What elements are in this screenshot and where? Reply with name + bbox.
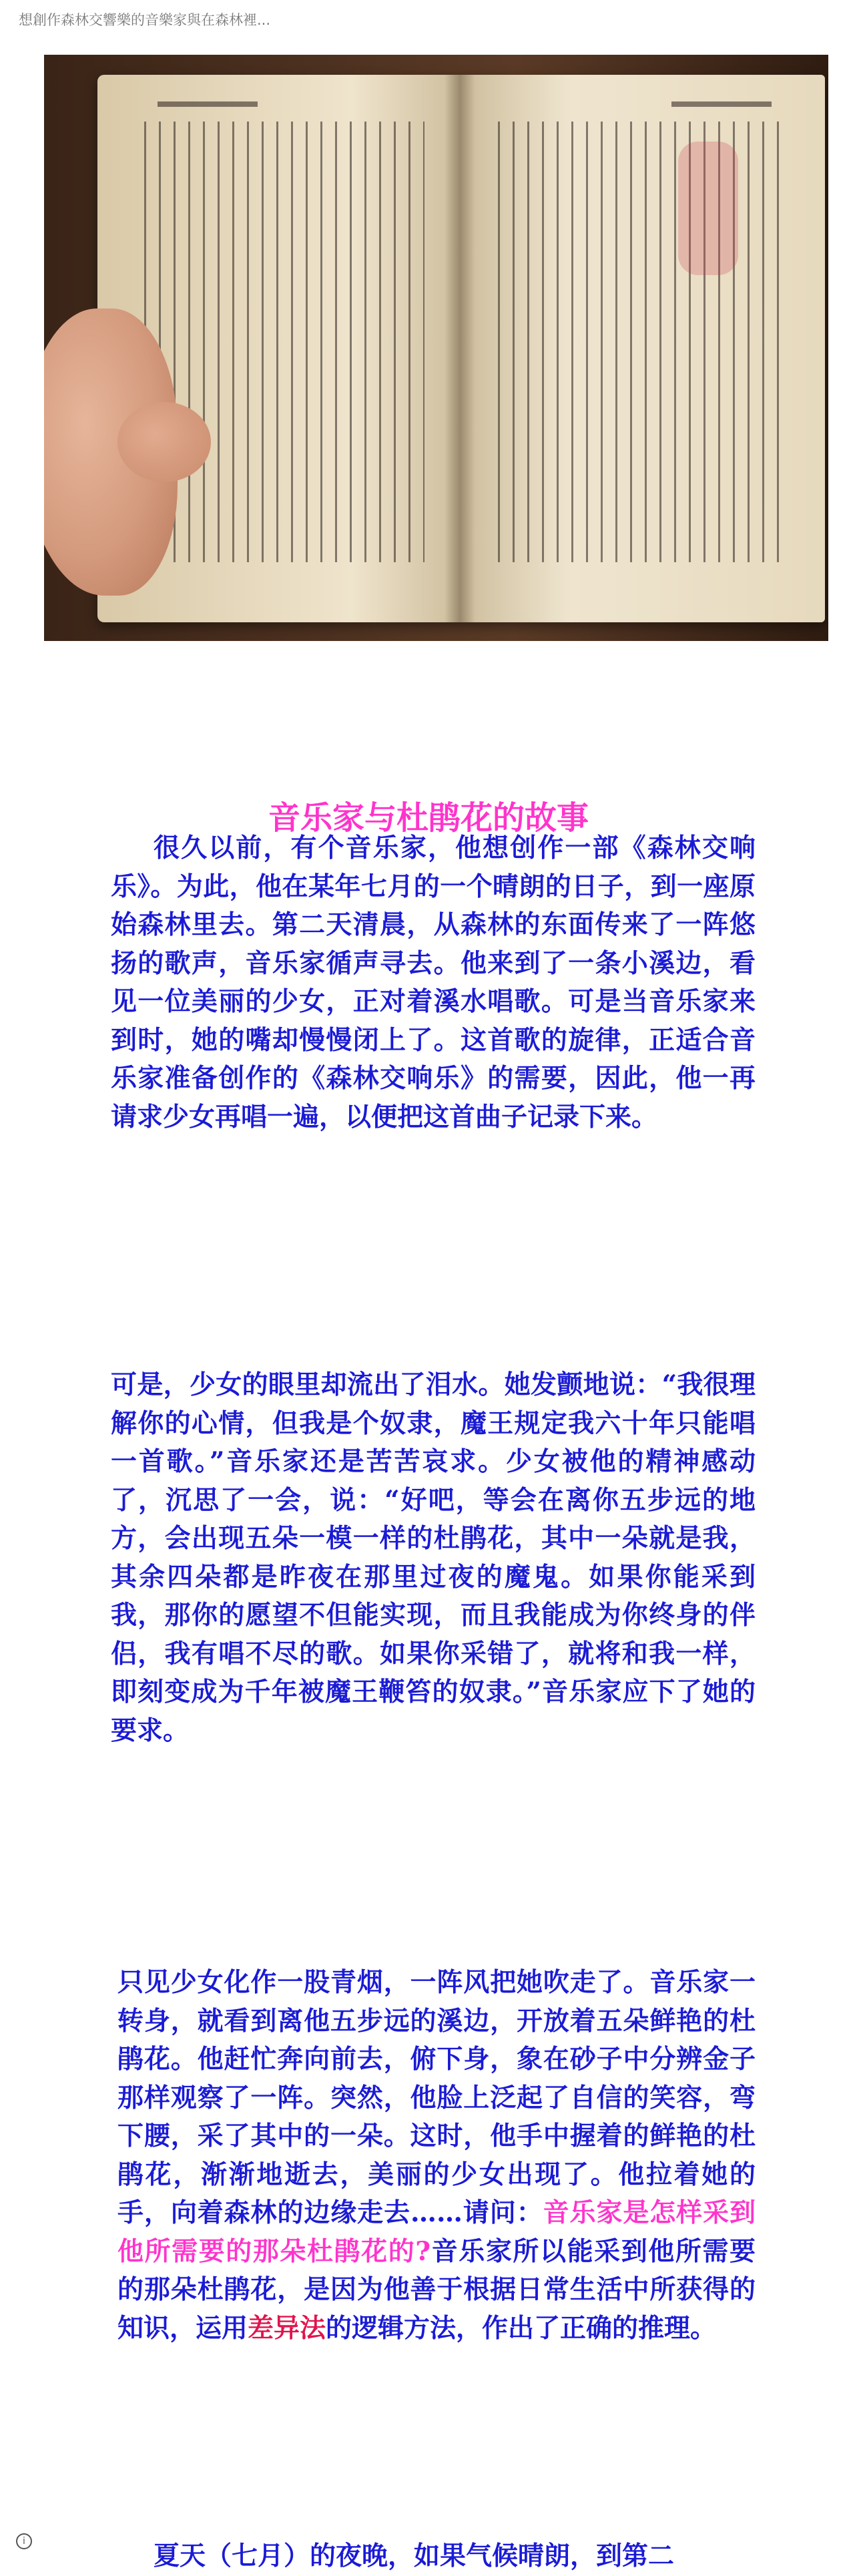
story-paragraph-4: 夏天（七月）的夜晚，如果气候晴朗，到第二 bbox=[154, 2541, 675, 2571]
story-heading: 音乐家与杜鹃花的故事 bbox=[268, 799, 589, 837]
method-term-highlight: 差异法 bbox=[248, 2312, 326, 2344]
question-highlight: 音乐家是怎样采到他所需要的那朵杜鹃花的? bbox=[117, 2197, 756, 2267]
book-gutter bbox=[445, 75, 475, 622]
red-stamp-mark bbox=[678, 142, 738, 275]
book-left-page-header bbox=[158, 101, 258, 107]
open-book bbox=[97, 75, 825, 622]
story-paragraph-3 bbox=[117, 1964, 756, 2348]
paragraph-3-text-3: 的逻辑方法，作出了正确的推理。 bbox=[326, 2312, 717, 2344]
page-title: 想創作森林交響樂的音樂家與在森林裡... bbox=[19, 12, 271, 28]
info-icon[interactable]: i bbox=[16, 2533, 32, 2549]
book-left-page-text bbox=[144, 122, 424, 562]
story-paragraph-1: 很久以前，有个音乐家，他想创作一部《森林交响乐》。为此，他在某年七月的一个晴朗的日子，到一座原始森林里去。第二天清晨，从森林的东面传来了一阵悠扬的歌声，音乐家循声寻去。他来到了一条小溪边，看见一位美丽的少女，正对着溪水唱歌。可是当音乐家来到时，她的嘴却慢慢闭上了。这首歌的旋律，正适合音乐家准备创作的《森林交响乐》的需要，因此，他一再请求少女再唱一遍，以便把这首曲子记录下来。 bbox=[111, 833, 756, 1132]
book-right-page-text bbox=[498, 122, 792, 562]
paragraph-3-text-1: 只见少女化作一股青烟，一阵风把她吹走了。音乐家一转身，就看到离他五步远的溪边，开放着五朵鲜艳的杜鹃花。他赶忙奔向前去，俯下身，象在砂子中分辨金子那样观察了一阵。突然，他脸上泛起了自信的笑容，弯下腰，采了其中的一朵。这时，他手中握着的鲜艳的杜鹃花，渐渐地逝去，美丽的少女出现了。他拉着她的手，向着森林的边缘走去……请问： bbox=[117, 1967, 756, 2228]
book-right-page-header bbox=[671, 101, 772, 107]
thumb bbox=[117, 402, 211, 482]
paragraph-3-text-2: 音乐家所以能采到他所需要的那朵杜鹃花，是因为他善于根据日常生活中所获得的知识，运用 bbox=[117, 2235, 756, 2344]
book-photo bbox=[44, 55, 828, 641]
story-paragraph-2: 可是，少女的眼里却流出了泪水。她发颤地说：“我很理解你的心情，但我是个奴隶，魔王规定我六十年只能唱一首歌。”音乐家还是苦苦哀求。少女被他的精神感动了，沉思了一会，说：“好吧，等会在离你五步远的地方，会出现五朵一模一样的杜鹃花，其中一朵就是我，其余四朵都是昨夜在那里过夜的魔鬼。如果你能采到我，那你的愿望不但能实现，而且我能成为你终身的伴侣，我有唱不尽的歌。如果你采错了，就将和我一样，即刻变成为千年被魔王鞭笞的奴隶。”音乐家应下了她的要求。 bbox=[111, 1369, 756, 1746]
